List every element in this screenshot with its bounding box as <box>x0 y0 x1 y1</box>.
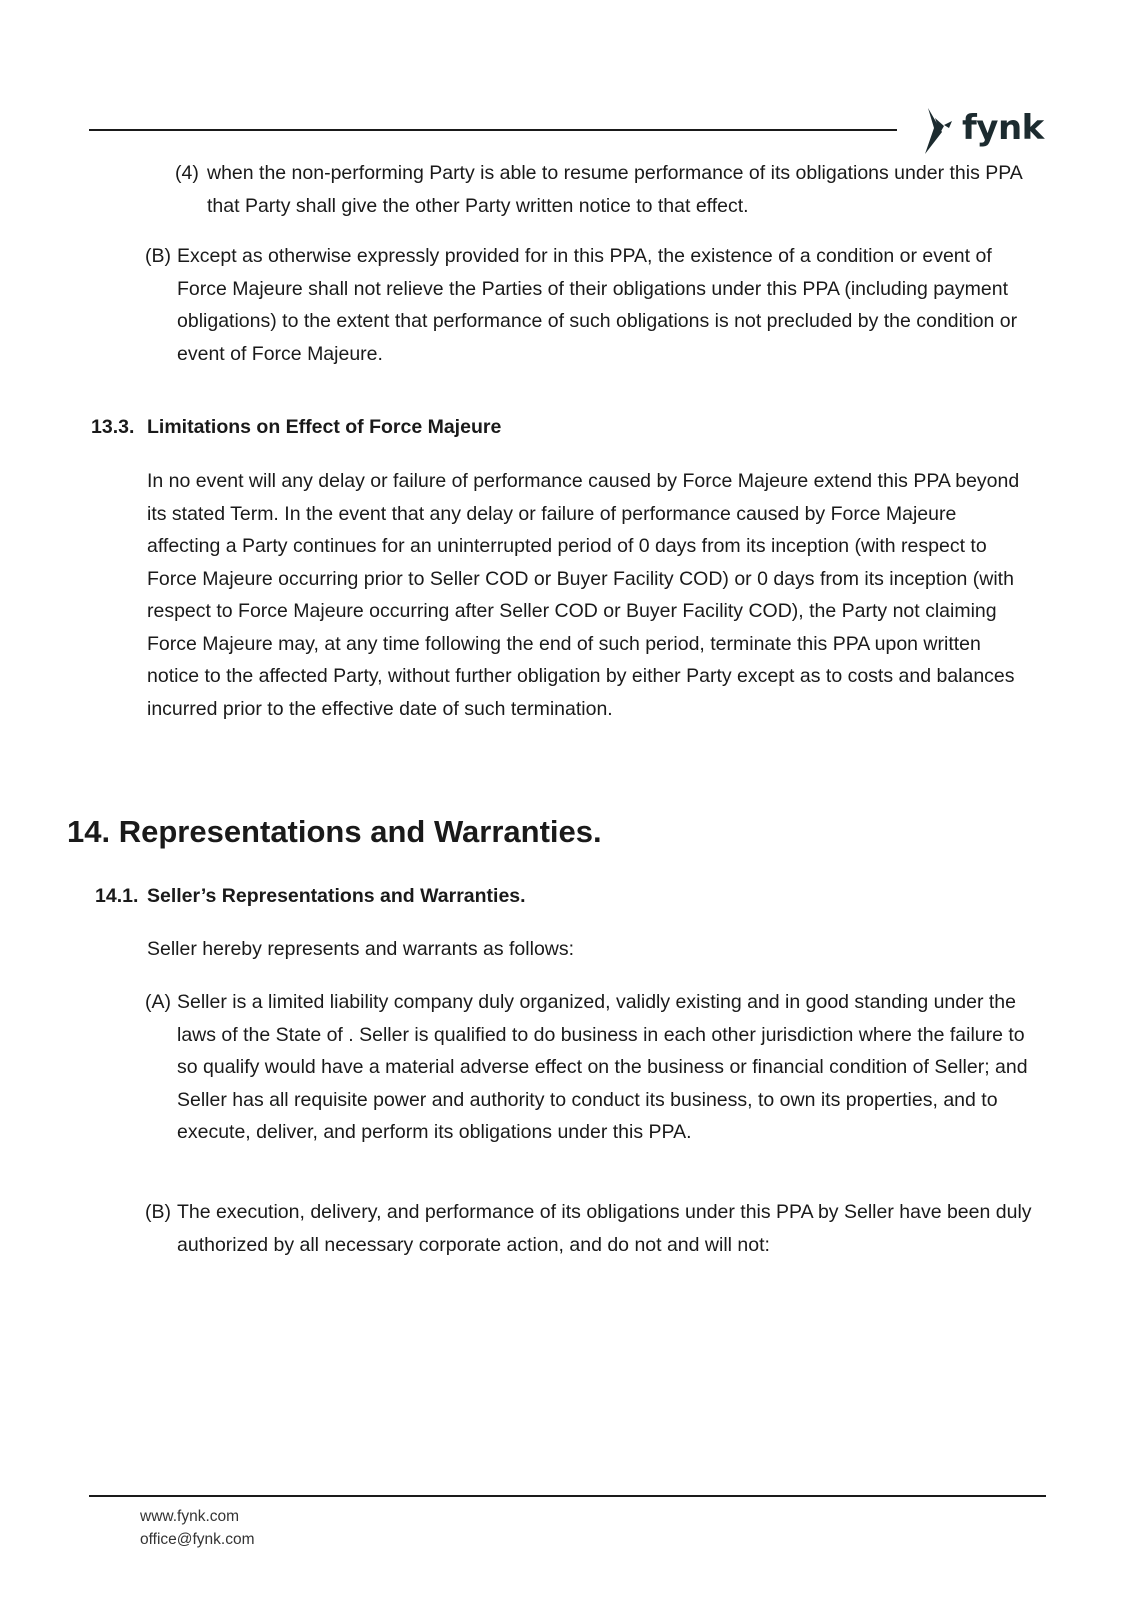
logo-text: fynk <box>962 108 1044 148</box>
list-item-a <box>145 986 1035 1149</box>
item-number: (4) <box>175 162 199 184</box>
section-14-1-heading <box>95 880 526 912</box>
section-number: 14.1. <box>95 885 139 907</box>
footer-email: office@fynk.com <box>140 1531 255 1548</box>
item-text: The execution, delivery, and performance of its obligations under this PPA by Seller have been duly authorized by all necessary corporate action, and do not and will not: <box>177 1201 1032 1256</box>
section-title: Limitations on Effect of Force Majeure <box>147 416 502 438</box>
list-item-4 <box>175 157 1035 222</box>
section-number: 13.3. <box>91 416 135 438</box>
section-14-1-intro: Seller hereby represents and warrants as follows: <box>147 938 575 960</box>
header-rule <box>89 129 897 131</box>
item-number: (B) <box>145 1201 171 1223</box>
list-item-b-2 <box>145 1196 1035 1261</box>
list-item-b <box>145 240 1035 370</box>
item-number: (A) <box>145 991 171 1013</box>
item-number: (B) <box>145 245 171 267</box>
footer <box>140 1505 255 1551</box>
item-text: when the non-performing Party is able to resume performance of its obligations under this PPA that Party shall give the other Party written notice to that effect. <box>207 162 1022 217</box>
section-13-3-heading <box>91 411 501 443</box>
item-text: Seller is a limited liability company duly organized, validly existing and in good standing under the laws of the State of . Seller is qualified to do business in each other jurisdiction where the failure to so qualify would have a material adverse effect on the business or financial condition of Seller; and Seller has all requisite power and authority to conduct its business, to own its properties, and to execute, deliver, and perform its obligations under this PPA. <box>177 991 1028 1143</box>
fynk-bird-icon <box>922 106 958 158</box>
section-14-heading: 14. Representations and Warranties. <box>67 814 602 849</box>
footer-website: www.fynk.com <box>140 1508 240 1525</box>
footer-rule <box>89 1495 1046 1497</box>
item-text: Except as otherwise expressly provided for in this PPA, the existence of a condition or event of Force Majeure shall not relieve the Parties of their obligations under this PPA (including payment obligations) to the extent that performance of such obligations is not precluded by the condition or event of Force Majeure. <box>177 245 1018 365</box>
section-13-3-text: In no event will any delay or failure of performance caused by Force Majeure extend this PPA beyond its stated Term. In the event that any delay or failure of performance caused by Force Majeure affecting a Party continues for an uninterrupted period of 0 days from its inception (with respect to Force Majeure occurring prior to Seller COD or Buyer Facility COD) or 0 days from its inception (with respect to Force Majeure occurring after Seller COD or Buyer Facility COD), the Party not claiming Force Majeure may, at any time following the end of such period, terminate this PPA upon written notice to the affected Party, without further obligation by either Party except as to costs and balances incurred prior to the effective date of such termination. <box>147 470 1020 720</box>
section-title: Seller’s Representations and Warranties. <box>147 885 526 907</box>
brand-logo <box>922 104 1044 160</box>
